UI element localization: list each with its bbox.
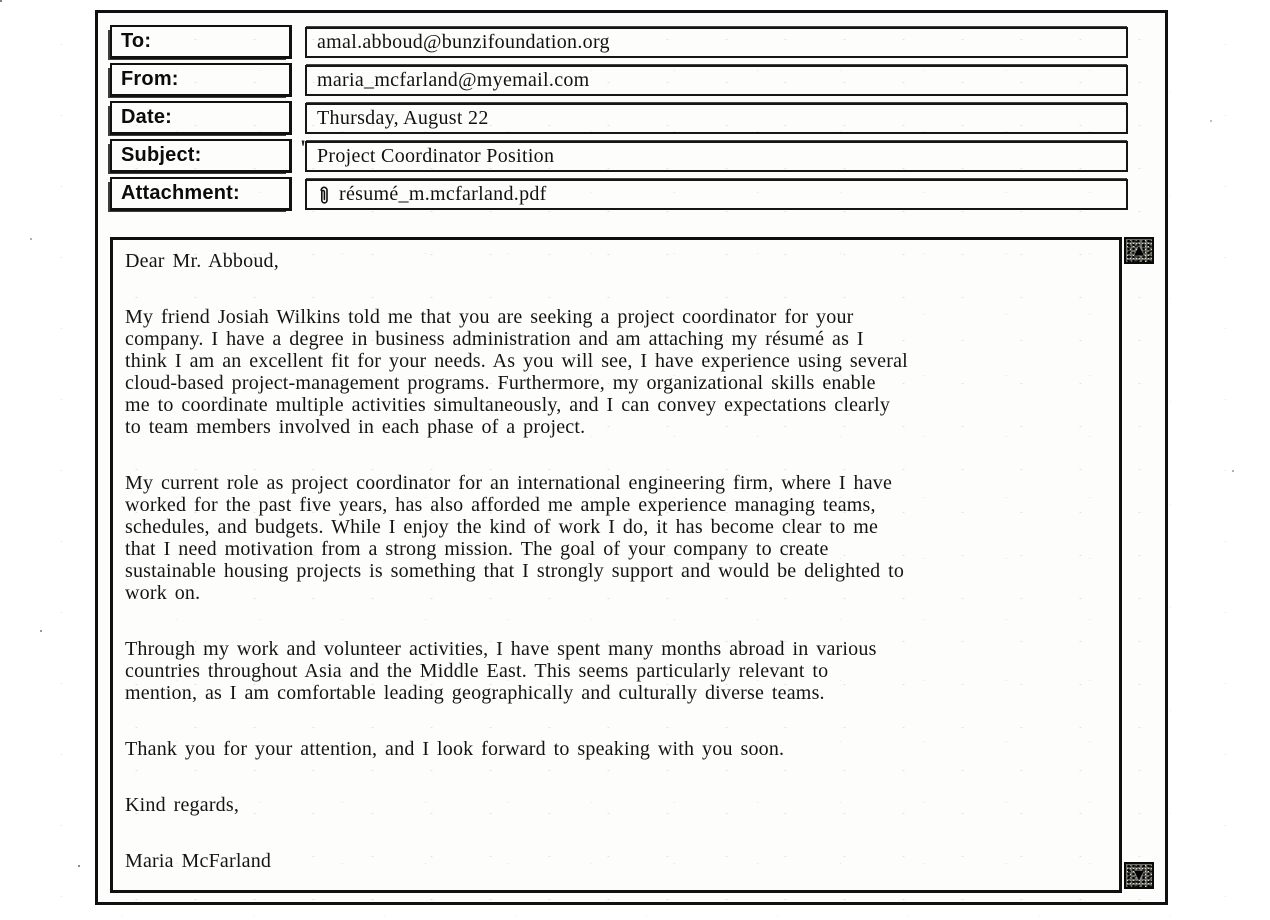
scrollbar — [1122, 237, 1156, 893]
date-input[interactable]: Thursday, August 22 — [305, 103, 1128, 134]
salutation: Dear Mr. Abboud, — [125, 250, 279, 272]
attachment-input[interactable] — [305, 179, 1128, 210]
subject-label: Subject: — [110, 139, 292, 173]
date-field-row — [110, 101, 1128, 135]
attachment-filename: résumé_m.mcfarland.pdf — [339, 182, 547, 205]
scroll-up-icon: ▲ — [1134, 242, 1144, 258]
from-label: From: — [110, 63, 292, 97]
subject-input[interactable]: Project Coordinator Position — [305, 141, 1128, 172]
scan-artifact-mark: ' — [300, 135, 307, 160]
message-area — [110, 237, 1156, 893]
attachment-field-row — [110, 177, 1128, 211]
body-paragraph: My current role as project coordinator for an international engineering firm, where I have worked for the past five years, has also afforded me ample experience managing teams, schedules, and budgets. While I enjoy the kind of work I do, it has become clear to me that I need motivation from a strong mission. The goal of your company to create sustainable housing projects is something that I strongly support and would be delighted to work on. — [125, 472, 905, 604]
paperclip-icon — [317, 184, 331, 206]
scroll-down-icon: ▼ — [1134, 867, 1144, 883]
email-compose-window — [95, 10, 1168, 905]
from-input[interactable]: maria_mcfarland@myemail.com — [305, 65, 1128, 96]
to-input[interactable]: amal.abboud@bunzifoundation.org — [305, 27, 1128, 58]
attachment-label: Attachment: — [110, 177, 292, 211]
body-paragraph: Thank you for your attention, and I look forward to speaking with you soon. — [125, 738, 785, 760]
from-field-row — [110, 63, 1128, 97]
message-body[interactable] — [110, 237, 1122, 893]
email-header-fields — [110, 25, 1128, 215]
scroll-down-button[interactable] — [1124, 862, 1154, 889]
subject-field-row — [110, 135, 1128, 173]
date-label: Date: — [110, 101, 292, 135]
closing: Kind regards, — [125, 794, 240, 816]
scan-speckles — [0, 0, 2, 2]
signature: Maria McFarland — [125, 850, 272, 872]
to-field-row — [110, 25, 1128, 59]
scroll-up-button[interactable] — [1124, 237, 1154, 264]
body-paragraph: My friend Josiah Wilkins told me that you are seeking a project coordinator for your company. I have a degree in business administration and am attaching my résumé as I think I am an excellent fit for your needs. As you will see, I have experience using several cloud-based project-management programs. Furthermore, my organizational skills enable me to coordinate multiple activities simultaneously, and I can convey expectations clearly to team members involved in each phase of a project. — [125, 306, 908, 438]
body-paragraph: Through my work and volunteer activities, I have spent many months abroad in various countries throughout Asia and the Middle East. This seems particularly relevant to mention, as I am comfortable leading geographically and culturally diverse teams. — [125, 638, 877, 704]
to-label: To: — [110, 25, 292, 59]
